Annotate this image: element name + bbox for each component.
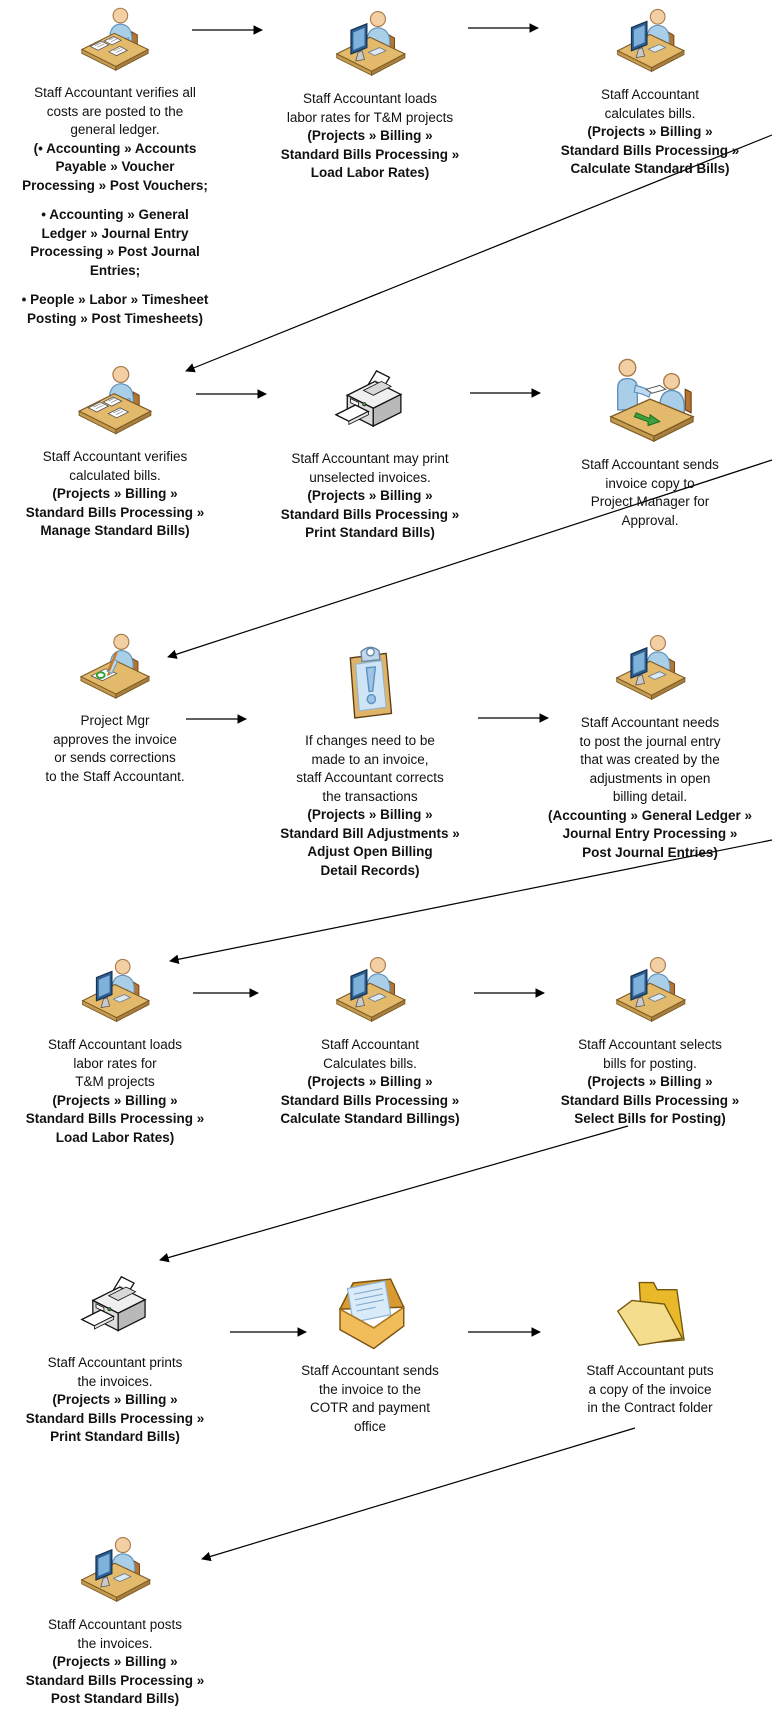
caption-line: Staff Accountant prints — [47, 1355, 183, 1370]
step-caption — [252, 1036, 488, 1129]
caption-line: calculates bills. — [604, 105, 696, 121]
step-verify-costs — [2, 4, 228, 328]
caption-line: (Projects » Billing » — [52, 1654, 178, 1669]
caption-line: the transactions — [322, 788, 418, 804]
caption-line: Standard Bills Processing » — [25, 1111, 205, 1126]
caption-line: Standard Bills Processing » — [25, 504, 205, 520]
caption-line: billing detail. — [612, 789, 688, 804]
caption-line: (Projects » Billing » — [587, 1074, 713, 1089]
step-send-invoice-to-cotr — [252, 1266, 488, 1436]
step-caption — [524, 714, 776, 862]
caption-line: Project Manager for — [590, 494, 710, 509]
caption-line: Staff Accountant — [600, 87, 700, 102]
caption-line: • People » Labor » Timesheet — [21, 292, 209, 307]
open-envelope-icon — [325, 1266, 415, 1356]
caption-line: made to an invoice, — [311, 751, 429, 767]
caption-line: a copy of the invoice — [588, 1381, 712, 1397]
caption-line: Staff Accountant loads — [47, 1037, 183, 1052]
caption-line: Detail Records) — [320, 862, 420, 878]
step-caption — [252, 1362, 488, 1436]
caption-line: Approval. — [621, 512, 679, 528]
caption-line: (Projects » Billing » — [307, 488, 433, 503]
caption-line: Staff Accountant needs — [580, 715, 720, 730]
caption-line: (Projects » Billing » — [307, 807, 433, 822]
step-calculate-bills-1 — [524, 6, 776, 179]
step-pm-approves-invoice — [2, 630, 228, 786]
caption-line: staff Accountant corrects — [296, 770, 444, 785]
caption-line: to post the journal entry — [579, 733, 721, 749]
step-caption — [2, 1354, 228, 1447]
caption-line: Load Labor Rates) — [310, 165, 430, 180]
open-folder-icon — [607, 1270, 693, 1356]
person-at-computer-icon — [332, 954, 408, 1030]
caption-line: Post Journal Entries) — [582, 844, 718, 860]
caption-line: the invoices. — [77, 1635, 153, 1651]
caption-line: labor rates for — [73, 1055, 157, 1071]
two-people-meeting-icon — [603, 356, 697, 450]
caption-line: Print Standard Bills) — [305, 525, 435, 540]
caption-line: Staff Accountant selects — [578, 1037, 722, 1052]
caption-line: (Projects » Billing » — [307, 1074, 433, 1089]
caption-line: Posting » Post Timesheets) — [26, 310, 204, 326]
step-caption — [2, 84, 228, 328]
person-at-computer-icon — [612, 632, 688, 708]
person-at-computer-icon — [613, 6, 687, 80]
caption-line: Project Mgr — [80, 713, 150, 728]
step-caption — [252, 450, 488, 543]
caption-line: invoice copy to — [605, 475, 695, 491]
step-verify-calculated-bills — [2, 362, 228, 541]
caption-line: Calculate Standard Billings) — [280, 1111, 460, 1126]
caption-line: Staff Accountant puts — [586, 1363, 714, 1378]
caption-line: (Accounting » General Ledger » — [547, 807, 753, 823]
person-at-computer-icon — [77, 1534, 153, 1610]
caption-line: Ledger » Journal Entry — [41, 225, 189, 241]
step-caption — [252, 732, 488, 880]
caption-line: office — [353, 1418, 387, 1434]
caption-line: Standard Bills Processing » — [280, 1092, 460, 1108]
caption-line: Print Standard Bills) — [50, 1429, 180, 1444]
caption-line: general ledger. — [70, 122, 160, 137]
caption-line: to the Staff Accountant. — [45, 768, 185, 784]
step-print-invoices — [2, 1272, 228, 1447]
accountant-at-desk-icon — [78, 4, 152, 78]
step-load-labor-rates-1 — [252, 8, 488, 183]
caption-line: Standard Bills Processing » — [280, 506, 460, 522]
clipboard-alert-icon — [327, 640, 413, 726]
caption-line: Standard Bill Adjustments » — [280, 825, 460, 841]
caption-line: that was created by the — [580, 752, 720, 767]
caption-line: costs are posted to the — [46, 103, 184, 119]
manager-approving-icon — [77, 630, 153, 706]
caption-line: Manage Standard Bills) — [40, 523, 190, 538]
caption-line: Staff Accountant — [320, 1037, 420, 1052]
caption-line: (Projects » Billing » — [587, 124, 713, 139]
caption-line: (Projects » Billing » — [307, 128, 433, 143]
step-caption — [524, 456, 776, 530]
caption-line: Staff Accountant verifies all — [34, 85, 196, 100]
caption-line: Calculate Standard Bills) — [570, 161, 730, 176]
caption-line: or sends corrections — [54, 750, 176, 765]
caption-line: Journal Entry Processing » — [562, 826, 738, 841]
caption-line: • Accounting » General — [41, 207, 189, 222]
caption-line: Processing » Post Vouchers; — [22, 177, 208, 193]
caption-line: in the Contract folder — [587, 1400, 713, 1415]
caption-line: Processing » Post Journal — [30, 244, 200, 259]
step-caption — [2, 712, 228, 786]
caption-line: Staff Accountant sends — [301, 1363, 439, 1378]
step-post-invoices — [2, 1534, 228, 1709]
step-caption — [524, 1036, 776, 1129]
caption-line: adjustments in open — [589, 770, 711, 786]
caption-line: (Projects » Billing » — [52, 1392, 178, 1407]
caption-line: Standard Bills Processing » — [560, 142, 740, 158]
step-caption — [524, 86, 776, 179]
step-calculate-bills-2 — [252, 954, 488, 1129]
caption-line: labor rates for T&M projects — [286, 109, 454, 125]
printer-icon — [331, 366, 409, 444]
printer-icon — [77, 1272, 153, 1348]
caption-line: Calculates bills. — [323, 1055, 417, 1071]
caption-line: T&M projects — [75, 1074, 155, 1089]
caption-line: Entries; — [89, 262, 141, 278]
caption-line: approves the invoice — [53, 731, 177, 747]
person-at-computer-icon — [332, 8, 408, 84]
person-at-computer-icon — [612, 954, 688, 1030]
caption-line: unselected invoices. — [309, 469, 431, 485]
caption-line: bills for posting. — [603, 1055, 697, 1071]
caption-line: Select Bills for Posting) — [574, 1111, 726, 1126]
step-caption — [252, 90, 488, 183]
accountant-at-desk-icon — [75, 362, 155, 442]
caption-line: the invoice to the — [318, 1381, 422, 1397]
step-select-bills-for-posting — [524, 954, 776, 1129]
step-caption — [2, 1036, 228, 1147]
caption-line: Standard Bills Processing » — [280, 146, 460, 162]
step-send-invoice-to-pm — [524, 356, 776, 530]
caption-line: Standard Bills Processing » — [25, 1672, 205, 1688]
step-post-journal-entry — [524, 632, 776, 862]
caption-line: Staff Accountant may print — [291, 451, 449, 466]
step-file-copy-in-contract-folder — [524, 1270, 776, 1418]
step-correct-transactions — [252, 640, 488, 880]
caption-line: (Projects » Billing » — [52, 1092, 178, 1108]
caption-line: Staff Accountant verifies — [42, 449, 188, 464]
arrow-12-to-13-diagonal — [160, 1126, 628, 1260]
caption-line: calculated bills. — [69, 467, 161, 483]
step-caption — [2, 1616, 228, 1709]
caption-line: (Projects » Billing » — [52, 486, 178, 501]
caption-line: Standard Bills Processing » — [25, 1410, 205, 1426]
person-at-computer-icon — [78, 956, 152, 1030]
caption-line: Staff Accountant posts — [47, 1617, 183, 1632]
caption-line: the invoices. — [77, 1373, 153, 1389]
step-load-labor-rates-2 — [2, 956, 228, 1147]
caption-line: (• Accounting » Accounts — [33, 140, 197, 156]
step-print-unselected-invoices — [252, 366, 488, 543]
caption-line: If changes need to be — [305, 733, 435, 748]
caption-line: Payable » Voucher — [55, 159, 175, 174]
caption-line: Standard Bills Processing » — [560, 1092, 740, 1108]
caption-line: Load Labor Rates) — [55, 1129, 175, 1145]
step-caption — [2, 448, 228, 541]
caption-line: Staff Accountant loads — [302, 91, 438, 106]
caption-line: Post Standard Bills) — [50, 1691, 180, 1706]
step-caption — [524, 1362, 776, 1418]
arrow-15-to-16-diagonal — [202, 1428, 635, 1559]
caption-line: Staff Accountant sends — [581, 457, 719, 472]
caption-line: COTR and payment — [309, 1400, 431, 1415]
caption-line: Adjust Open Billing — [307, 844, 433, 859]
